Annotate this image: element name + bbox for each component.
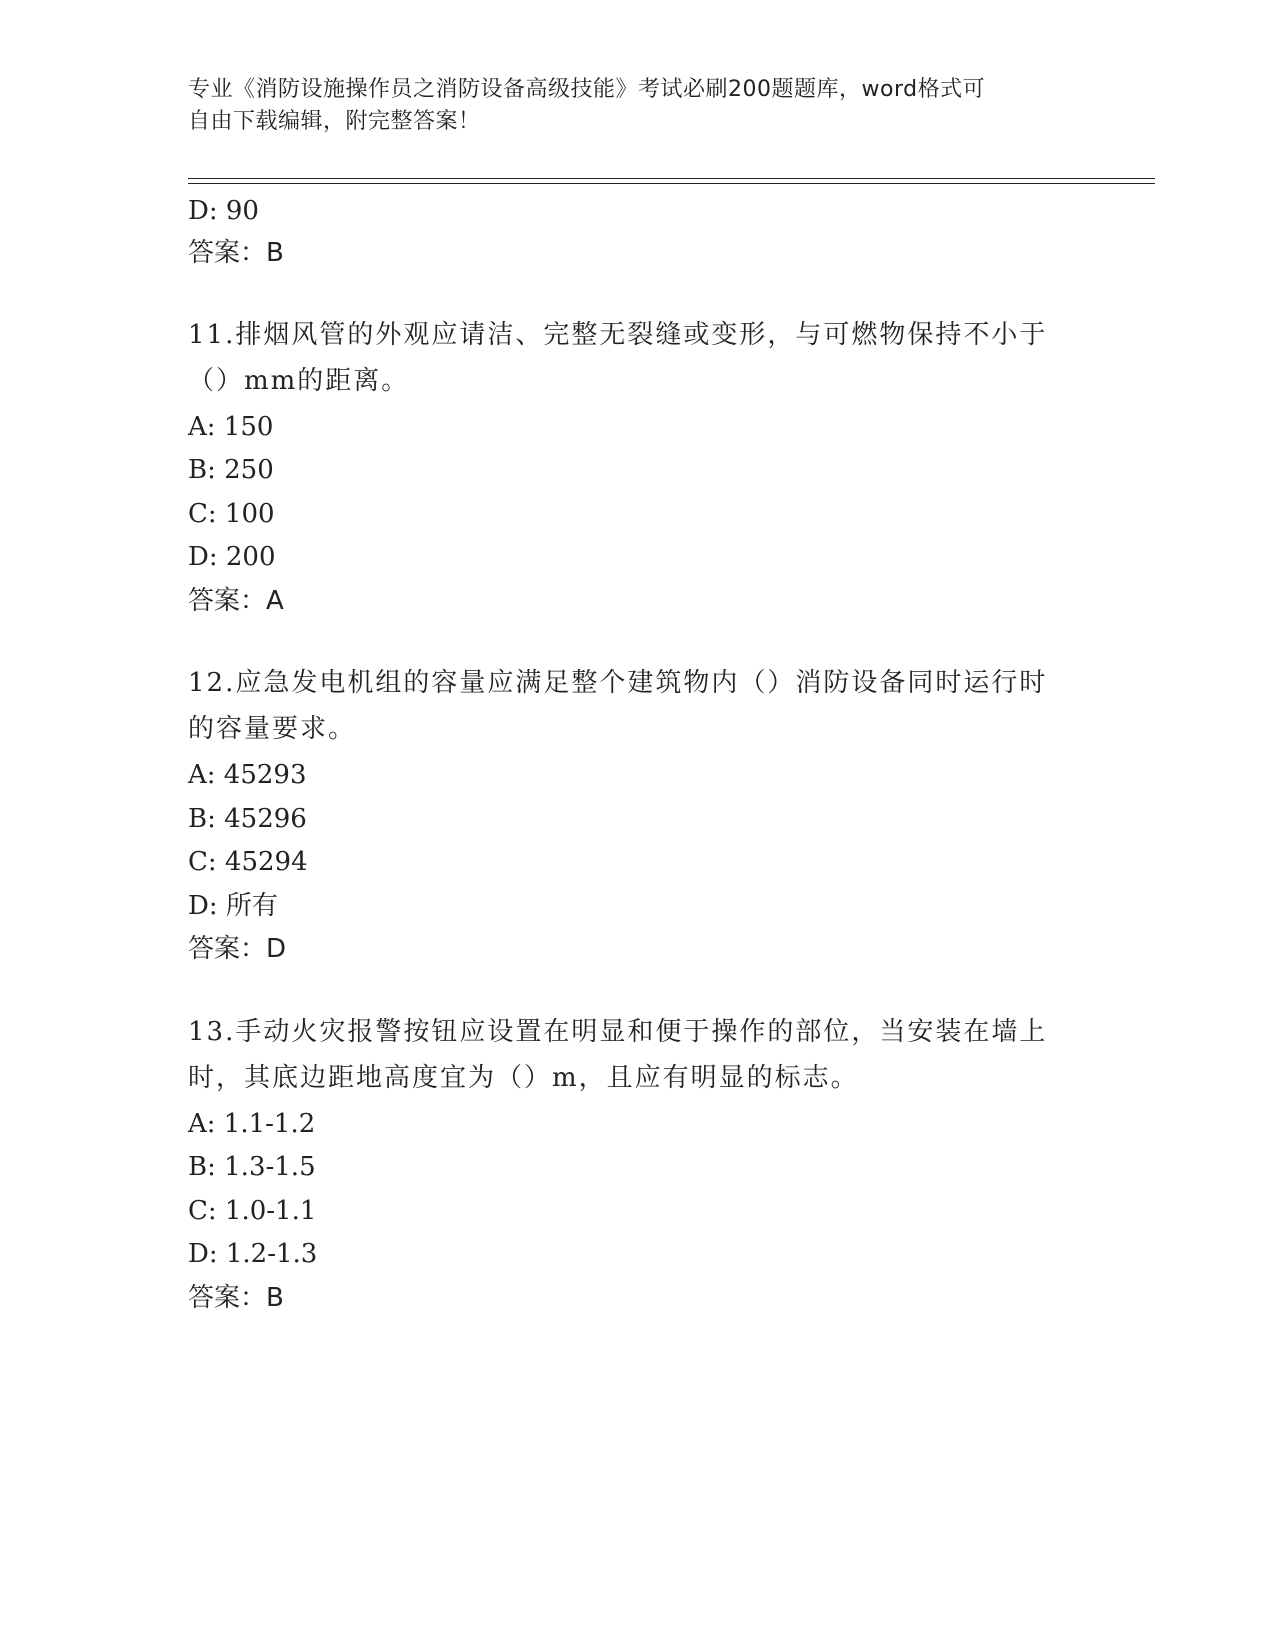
question-12-option-d: D: 所有 xyxy=(188,891,278,921)
question-13-stem-line-2: 时，其底边距地高度宜为（）m，且应有明显的标志。 xyxy=(188,1063,859,1093)
prev-answer: 答案：B xyxy=(188,238,284,268)
question-11-stem xyxy=(188,312,1088,404)
question-13-option-d: D: 1.2-1.3 xyxy=(188,1239,318,1269)
question-11-option-c: C: 100 xyxy=(188,499,275,529)
question-13-stem-line-1: 13.手动火灾报警按钮应设置在明显和便于操作的部位，当安装在墙上 xyxy=(188,1017,1048,1047)
question-11-option-d: D: 200 xyxy=(188,542,276,572)
header-line-1: 专业《消防设施操作员之消防设备高级技能》考试必刷200题题库，word格式可 xyxy=(188,77,986,102)
header-line-2: 自由下载编辑，附完整答案！ xyxy=(188,109,481,134)
question-12-option-a: A: 45293 xyxy=(188,760,307,790)
header-divider-top xyxy=(188,178,1155,179)
question-11-stem-line-2: （）mm的距离。 xyxy=(188,366,410,396)
question-11-stem-line-1: 11.排烟风管的外观应请洁、完整无裂缝或变形，与可燃物保持不小于 xyxy=(188,320,1048,350)
question-13-answer: 答案：B xyxy=(188,1283,284,1313)
question-13-option-b: B: 1.3-1.5 xyxy=(188,1152,316,1182)
question-11-answer: 答案：A xyxy=(188,586,284,616)
question-12-option-c: C: 45294 xyxy=(188,847,308,877)
document-header xyxy=(188,74,1068,138)
question-13-option-c: C: 1.0-1.1 xyxy=(188,1196,317,1226)
question-13-stem xyxy=(188,1009,1088,1101)
question-12-option-b: B: 45296 xyxy=(188,804,307,834)
question-12-stem xyxy=(188,660,1088,752)
question-13-option-a: A: 1.1-1.2 xyxy=(188,1109,316,1139)
prev-option-d: D: 90 xyxy=(188,196,259,226)
question-12-stem-line-1: 12.应急发电机组的容量应满足整个建筑物内（）消防设备同时运行时 xyxy=(188,668,1048,698)
question-11-option-b: B: 250 xyxy=(188,455,274,485)
header-divider-bottom xyxy=(188,183,1155,184)
question-12-answer: 答案：D xyxy=(188,934,287,964)
question-11-option-a: A: 150 xyxy=(188,412,274,442)
question-12-stem-line-2: 的容量要求。 xyxy=(188,714,357,744)
